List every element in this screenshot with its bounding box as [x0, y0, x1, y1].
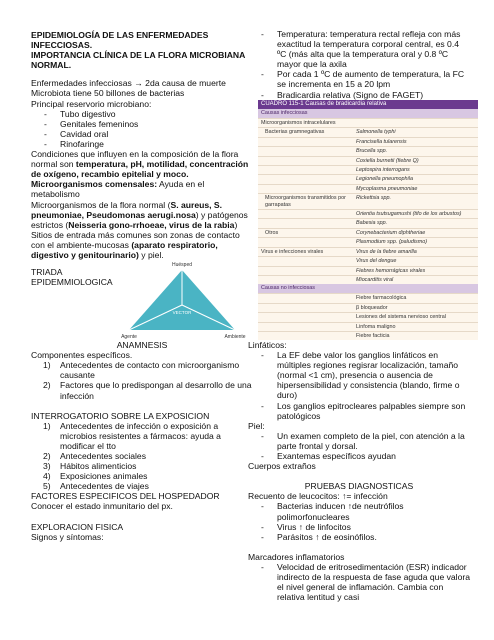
interrogatorio-list: [31, 421, 253, 492]
table-cell-category: [258, 267, 353, 275]
table-cell-cause: Brucella spp.: [356, 148, 388, 155]
triada-section: [31, 260, 253, 340]
table-cell-cause: Orientia tsutsugamushi (tifo de los arbustos): [356, 211, 462, 218]
list-item: 4) Exposiciones animales: [43, 471, 148, 482]
table-cell-category: [258, 166, 353, 174]
table-cell-category: [258, 238, 353, 246]
list-item: - Los ganglios epitrocleares palpables siempre son patológicos: [248, 401, 470, 421]
triangle-left-label: Agente: [121, 334, 137, 341]
table-row: [258, 174, 478, 183]
table-cell-cause: Miocarditis viral: [356, 276, 394, 283]
table-row: [258, 218, 478, 227]
table-row: [258, 156, 478, 165]
list-item: - Genitales femeninos: [31, 119, 253, 129]
right-column-lower: [248, 340, 470, 602]
marcadores-label: Marcadores inflamatorios: [248, 551, 345, 562]
table-row: [258, 228, 478, 237]
table-cell-cause: Fiebre facticia: [356, 332, 390, 339]
list-item: 5) Antecedentes de viajes: [43, 481, 149, 492]
table-cell-category: Bacterias gramnegativas: [265, 129, 325, 136]
cuerpos-extranos: Cuerpos extraños: [248, 461, 316, 472]
table-row: [258, 146, 478, 155]
triangle-center-label: VECTOR: [172, 310, 192, 316]
table-title: CUADRO 115-1 Causas de bradicardia relativa: [258, 100, 478, 109]
table-cell-cause: Virus de la fiebre amarilla: [356, 248, 417, 255]
pruebas-heading: PRUEBAS DIAGNOSTICAS: [304, 481, 414, 492]
heading-importancia: IMPORTANCIA CLÍNICA DE LA FLORA MICROBIANA NORMAL.: [31, 50, 246, 71]
table-cell-cause: Fiebre farmacológica: [356, 295, 407, 302]
table-cell-category: [258, 276, 353, 284]
exploracion-heading: EXPLORACION FISICA: [31, 521, 124, 532]
piel-label: Piel:: [248, 420, 265, 431]
table-cell-category: [258, 257, 353, 265]
table-row: [258, 275, 478, 284]
anamnesis-heading: ANAMNESIS: [116, 340, 168, 351]
list-item: - Bacterias inducen ↑de neutrófilos polimorfonucleares: [248, 501, 470, 521]
table-cell-cause: [353, 119, 478, 127]
bradicardia-table: [258, 100, 478, 340]
table-cell-cause: Corynebacterium diphtheriae: [356, 229, 426, 236]
list-item: 2) Antecedentes sociales: [43, 451, 146, 461]
table-cell-cause: Mycoplasma pneumoniae: [356, 185, 418, 192]
table-row: [258, 127, 478, 136]
signos-label: Signos y síntomas:: [31, 531, 104, 542]
list-item: - Tubo digestivo: [31, 109, 253, 119]
heading-epidemiologia: EPIDEMIOLOGÍA DE LAS ENFERMEDADES INFECCIOSAS.: [31, 30, 209, 51]
table-row: [258, 312, 478, 321]
table-cell-category: Microorganismos intracelulares: [261, 120, 336, 126]
table-cell-cause: Fiebres hemorrágicas virales: [356, 267, 426, 274]
list-item: - Un examen completo de la piel, con atención a la parte frontal y dorsal.: [248, 431, 470, 451]
list-item: 2) Factores que lo predispongan al desarrollo de una infección: [43, 380, 252, 401]
table-cell-cause: β bloqueador: [356, 304, 388, 311]
table-cell-cause: Lesiones del sistema nervioso central: [356, 314, 446, 321]
table-row: [258, 237, 478, 246]
table-cell-category: Otros: [265, 229, 279, 236]
table-cell-cause: Legionella pneumophila: [356, 176, 413, 183]
right-column: [248, 29, 470, 100]
flora-paragraph: Microorganismos de la flora normal (S. aureus, S. pneumoniae, Pseudomonas aerugi.nosa) y patógenos estrictos (Neisseria gono-rrhoeae, virus de la rabia): [31, 199, 248, 230]
table-row: [258, 293, 478, 302]
comensales-paragraph: Microorganismos comensales: Ayuda en el metabolismo: [31, 179, 205, 200]
recuento-line: Recuento de leucocitos: ↑= infección: [248, 491, 388, 502]
table-cell-cause: Coxiella burnetii (fiebre Q): [356, 157, 419, 164]
table-cell-cause: Salmonella typhi: [356, 129, 396, 136]
table-row: [258, 193, 478, 209]
table-row: [258, 209, 478, 218]
table-cell-cause: Leptospira interrogans: [356, 167, 410, 174]
triangle-top-label: Huésped: [171, 262, 193, 269]
table-row: [258, 256, 478, 265]
reservorio-list: [31, 109, 253, 149]
table-body-no-infecciosas: [258, 293, 478, 340]
list-item: - Virus ↑ de linfocitos: [248, 522, 470, 532]
table-cell-category: Microorganismos transmitidos por garrapatas: [265, 195, 346, 208]
triada-diagram: [117, 260, 247, 340]
table-row: [258, 137, 478, 146]
table-cell-category: [258, 147, 353, 155]
list-item: - Temperatura: temperatura rectal refleja con más exactitud la temperatura corporal central, es 0.4 ºC (más alta que la temperatura oral y 0.8 ºC mayor que la axila: [248, 29, 470, 69]
table-row: [258, 322, 478, 331]
table-cell-category: [258, 138, 353, 146]
table-section-no-infecciosas: Causas no infecciosas: [258, 284, 478, 293]
list-item: 3) Hábitos alimenticios: [43, 461, 137, 472]
list-item: - Exantemas específicos ayudan: [248, 451, 470, 461]
table-row: [258, 266, 478, 275]
table-row: [258, 247, 478, 256]
table-row: [258, 184, 478, 193]
condiciones-paragraph: Condiciones que influyen en la composición de la flora normal son temperatura, pH, motilidad, concentración de oxígeno, recambio epitelial y moco.: [31, 149, 249, 180]
left-column: [31, 30, 253, 542]
list-item: - Velocidad de eritrosedimentación (ESR) indicador indirecto de la respuesta de fase aguda que valora el nivel general de inflamación. Cambia con relativa lentitud y casi: [248, 562, 470, 602]
table-cell-category: [258, 157, 353, 165]
list-item: - Rinofaringe: [31, 139, 253, 149]
list-item: - La EF debe valor los ganglios linfáticos en múltiples regiones regisrar localización, tamaño (normal <1 cm), presencia o ausencia de hipersensibilidad y consistencia (blando, firme o duro): [248, 350, 470, 400]
table-body-infecciosas: [258, 118, 478, 284]
recuento-list: [248, 501, 470, 541]
table-cell-cause: Linfoma maligno: [356, 323, 396, 330]
table-cell-category: [258, 175, 353, 183]
table-cell-cause: Rickettsia spp.: [356, 195, 392, 202]
piel-list: [248, 431, 470, 461]
table-row: [258, 303, 478, 312]
list-item: 1) Antecedentes de contacto con microorganismo causante: [43, 360, 240, 381]
sitios-paragraph: Sitios de entrada más comunes son zonas de contacto con el ambiente-mucosas (aparato respiratorio, digestivo y genitourinario) y piel.: [31, 229, 240, 260]
table-row: [258, 331, 478, 340]
table-cell-category: [258, 210, 353, 218]
list-item: - Por cada 1 ºC de aumento de temperatura, la FC se incrementa en 15 a 20 lpm: [248, 69, 470, 89]
componentes-label: Componentes específicos.: [31, 350, 133, 361]
intro-line-3: Principal reservorio microbiano:: [31, 98, 152, 109]
marcadores-list: [248, 562, 470, 602]
table-cell-cause: Plasmodium spp. (paludismo): [356, 239, 428, 246]
linfaticos-label: Linfáticos:: [248, 340, 287, 350]
table-row: [258, 118, 478, 127]
intro-line-1: Enfermedades infecciosas → 2da causa de muerte: [31, 78, 226, 89]
table-cell-category: Virus e infecciones virales: [261, 248, 324, 255]
triada-label: TRIADA EPIDEMMIOLOGICA: [31, 267, 113, 288]
triangle-right-label: Ambiente: [224, 334, 246, 341]
temperature-list: [248, 29, 470, 100]
table-cell-cause: Virus del dengue: [356, 258, 397, 265]
table-cell-cause: Francisella tularensis: [356, 138, 407, 145]
anamnesis-list: [31, 360, 253, 400]
table-cell-cause: Babesia spp.: [356, 220, 388, 227]
conocer-line: Conocer el estado inmunitario del px.: [31, 501, 173, 512]
table-cell-category: [258, 219, 353, 227]
table-section-infecciosas: Causas infecciosas: [258, 109, 478, 118]
list-item: - Cavidad oral: [31, 129, 253, 139]
list-item: 1) Antecedentes de infección o exposición a microbios resistentes a fármacos: ayuda a modificar el tto: [43, 420, 221, 451]
linfaticos-list: [248, 350, 470, 421]
interrogatorio-heading: INTERROGATORIO SOBRE LA EXPOSICION: [31, 410, 210, 421]
list-item: - Bradicardia relativa (Signo de FAGET): [248, 90, 470, 100]
table-cell-category: [258, 185, 353, 193]
table-row: [258, 165, 478, 174]
list-item: - Parásitos ↑ de eosinófilos.: [248, 532, 470, 542]
factores-heading: FACTORES ESPECIFICOS DEL HOSPEDADOR: [31, 491, 220, 502]
intro-line-2: Microbiota tiene 50 billones de bacterias: [31, 88, 185, 99]
